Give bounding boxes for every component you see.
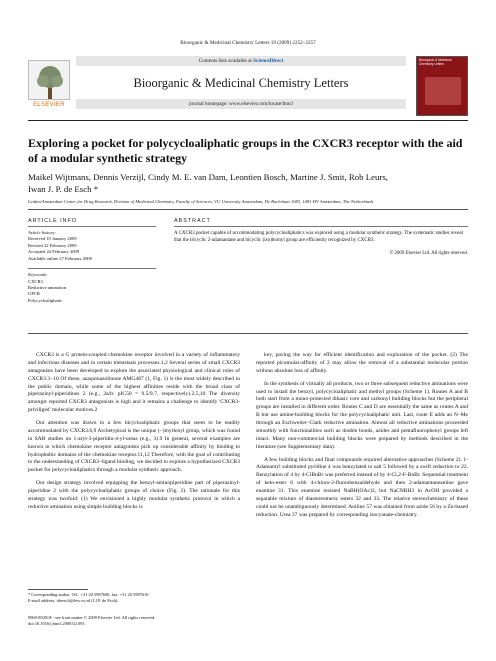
footnote-rule <box>28 589 88 590</box>
cover-artwork <box>425 77 461 105</box>
sciencedirect-link[interactable]: ScienceDirect <box>253 58 284 64</box>
publisher-logo-text: ELSEVIER <box>33 102 65 108</box>
journal-title: Bioorganic & Medicinal Chemistry Letters <box>133 76 349 90</box>
keywords-label: Keywords: <box>28 272 48 278</box>
online-date: Available online 27 February 2009 <box>28 255 92 261</box>
abstract-rule <box>28 333 468 334</box>
copyright: © 2009 Elsevier Ltd. All rights reserved. <box>389 250 468 256</box>
received-date: Received 10 January 2009 <box>28 236 77 242</box>
divider <box>174 226 468 227</box>
masthead-rule <box>28 120 468 121</box>
cover-label: Bioorganic & Medicinal Chemistry Letters <box>419 58 452 66</box>
paragraph: key, paving the way for efficient identification and exploration of the pocket. (2) The reported picomolar-affinity of 2 may allow the removal of a substantial molecular portion without absolute loss of affinity. <box>256 352 468 374</box>
corresponding-author: * Corresponding author. Tel.: +31 20 5987600; fax: +31 20 5987610. <box>28 592 150 597</box>
article-info <box>28 218 156 304</box>
author-list <box>28 172 468 196</box>
article-history <box>28 230 156 262</box>
issn-line: 0960-894X/$ - see front matter © 2009 Elsevier Ltd. All rights reserved. <box>28 615 156 620</box>
authors-line-1: Maikel Wijtmans, Dennis Verzijl, Cindy M. E. van Dam, Leontien Bosch, Martine J. Smit, Rob Leurs, <box>28 172 388 182</box>
journal-masthead <box>28 52 468 116</box>
paragraph: Our design strategy involved equipping the benzyl-aminopiperidine part of piperazinyl-piperidine 2 with the polycycloaliphatic groups of choice (Fig. 2). The rationale for this strategy was twofold: (1) We envisioned a highly modular synthetic protocol in which a reductive amination using simple building blocks is <box>28 480 240 510</box>
article-info-heading: ARTICLE INFO <box>28 218 78 224</box>
divider <box>28 226 156 227</box>
paragraph: Our attention was drawn to a few bicycloaliphatic groups that seem to be readily accommodated by CXCR3.6,9 Archetypical is the unique (−)myrtenyl group, which was found in SAR studies on 1-aryl-3-piperidin-4-yl-ureas (e.g., 3).9 In general, several examples are known in which chemokine receptor antagonists pick up considerable affinity by binding to hydrophobic domains of the chemokine receptor.11,12 Therefore, with the goal of contributing to the understanding of CXCR3–ligand binding, we decided to explore a hypothesized CXCR3 pocket for polycycloaliphatics through a modular synthetic approach. <box>28 420 240 474</box>
keywords <box>28 272 156 304</box>
contents-bar <box>76 56 406 66</box>
contents-prefix: Contents lists available at <box>198 58 254 64</box>
footnote <box>28 592 240 605</box>
article-title: Exploring a pocket for polycycloaliphatic groups in the CXCR3 receptor with the aid of a modular synthetic strategy <box>28 136 463 165</box>
keyword: Reductive amination <box>28 284 67 290</box>
keyword: Polycycloaliphatic <box>28 297 63 303</box>
paragraph: CXCR3 is a G protein-coupled chemokine receptor involved in a variety of inflammatory and infectious diseases and in certain metastasis processes.1,2 Several series of small CXCR3 antagonists have been developed to explore the associated physiological and clinical roles of CXCR3.3−10 Of these, azaquinazolinone AMG487 (1, Fig. 1) is the most widely described in the public domain, while some of the highest affinities reside with the broad class of piperazinyl-piperidines 2 (e.g., 2a/b: pIC50 = 9.5/9.7, respectively).2,5,10 The diversity amongst reported CXCR3 antagonists is high and it remains a challenge to identify 'CXCR3-priviliged' molecular motives.2 <box>28 352 240 414</box>
history-label: Article history: <box>28 230 56 235</box>
abstract <box>174 218 468 256</box>
divider <box>28 268 156 269</box>
abstract-text: A CXCR3 pocket capable of accommodating polycycloaliphatics was explored using a modular synthetic strategy. The systematic studies reveal that the tricyclic 2-adamantane and bicyclic (iso)bornyl group are efficiently recognized by CXCR3. <box>174 231 463 244</box>
paragraph: A few building blocks and final compounds required alternative approaches (Scheme 2). 1-Adamantyl substituted pyridine 4 was benzylated to salt 5 followed by a swift reduction to 22. Benzylation of 4 by 4-ClBnBr was preferred instead of by 4-Cl,2-F-BnBr. Sequential treatment of keto-ester 6 with 4-chloro-2-fluorobenzaldehyde and then 2-adamantaneamine gave enamine 31. This enamine resisted NaBH(OAc)3, but NaCNBH3 in AcOH provided a separable mixture of diastereomeric esters 32 and 33. The relative stereochemistry of these could not be unambiguously determined. Aniline 57 was obtained from azide 56 by a Zn-based reduction. Urea 37 was prepared by corresponding isocyanate-chemistry. <box>256 456 468 518</box>
running-head: Bioorganic & Medicinal Chemistry Letters 19 (2009) 2252–2257 <box>180 40 316 46</box>
header-rule <box>28 209 468 210</box>
elsevier-logo[interactable] <box>28 60 70 112</box>
body-column-right <box>256 352 468 525</box>
abstract-heading: ABSTRACT <box>174 218 211 224</box>
email-address[interactable]: E-mail address: ideesch@few.vu.nl (I.J.P. de Esch). <box>28 598 119 604</box>
tree-icon <box>28 60 70 100</box>
doi-link[interactable]: doi:10.1016/j.bmcl.2009.02.093 <box>28 621 85 627</box>
journal-cover-image <box>416 56 468 116</box>
doi-block <box>28 615 328 628</box>
masthead-center <box>76 56 406 112</box>
keyword: GPCR <box>28 291 41 297</box>
keyword: CXCR3 <box>28 278 43 284</box>
revised-date: Revised 22 February 2009 <box>28 242 77 248</box>
journal-homepage[interactable]: journal homepage: www.elsevier.com/locate/bmcl <box>76 99 406 109</box>
affiliation: Leiden/Amsterdam Center for Drug Research, Division of Medicinal Chemistry, Faculty of Sciences, VU University Amsterdam, De Boelelaan 1083, 1081 HV Amsterdam, The Netherlands <box>28 199 374 204</box>
paragraph: In the synthesis of virtually all products, two or three subsequent reductive aminations were used to install the benzyl, polycycloaliphatic and methyl groups (Scheme 1). Routes A and B both start from a mono-protected dibasic core and carbonyl building blocks but the peripheral groups are installed in different order. Routes C and D are essentially the same as routes A and B but use amine-building blocks for the polycycloaliphatic unit. Last, route E adds an N–Me through an Eschweiler–Clark reductive amination. Almost all reductive aminations proceeded smoothly with functionalities such as double bonds, azides and pentafluorophenyl groups left intact. Many non-commercial building blocks were prepared by methods described in the literature (see Supplementary data). <box>256 380 468 450</box>
accepted-date: Accepted 24 February 2009 <box>28 249 80 255</box>
authors-line-2: Iwan J. P. de Esch * <box>28 183 99 194</box>
body-column-left <box>28 352 240 517</box>
